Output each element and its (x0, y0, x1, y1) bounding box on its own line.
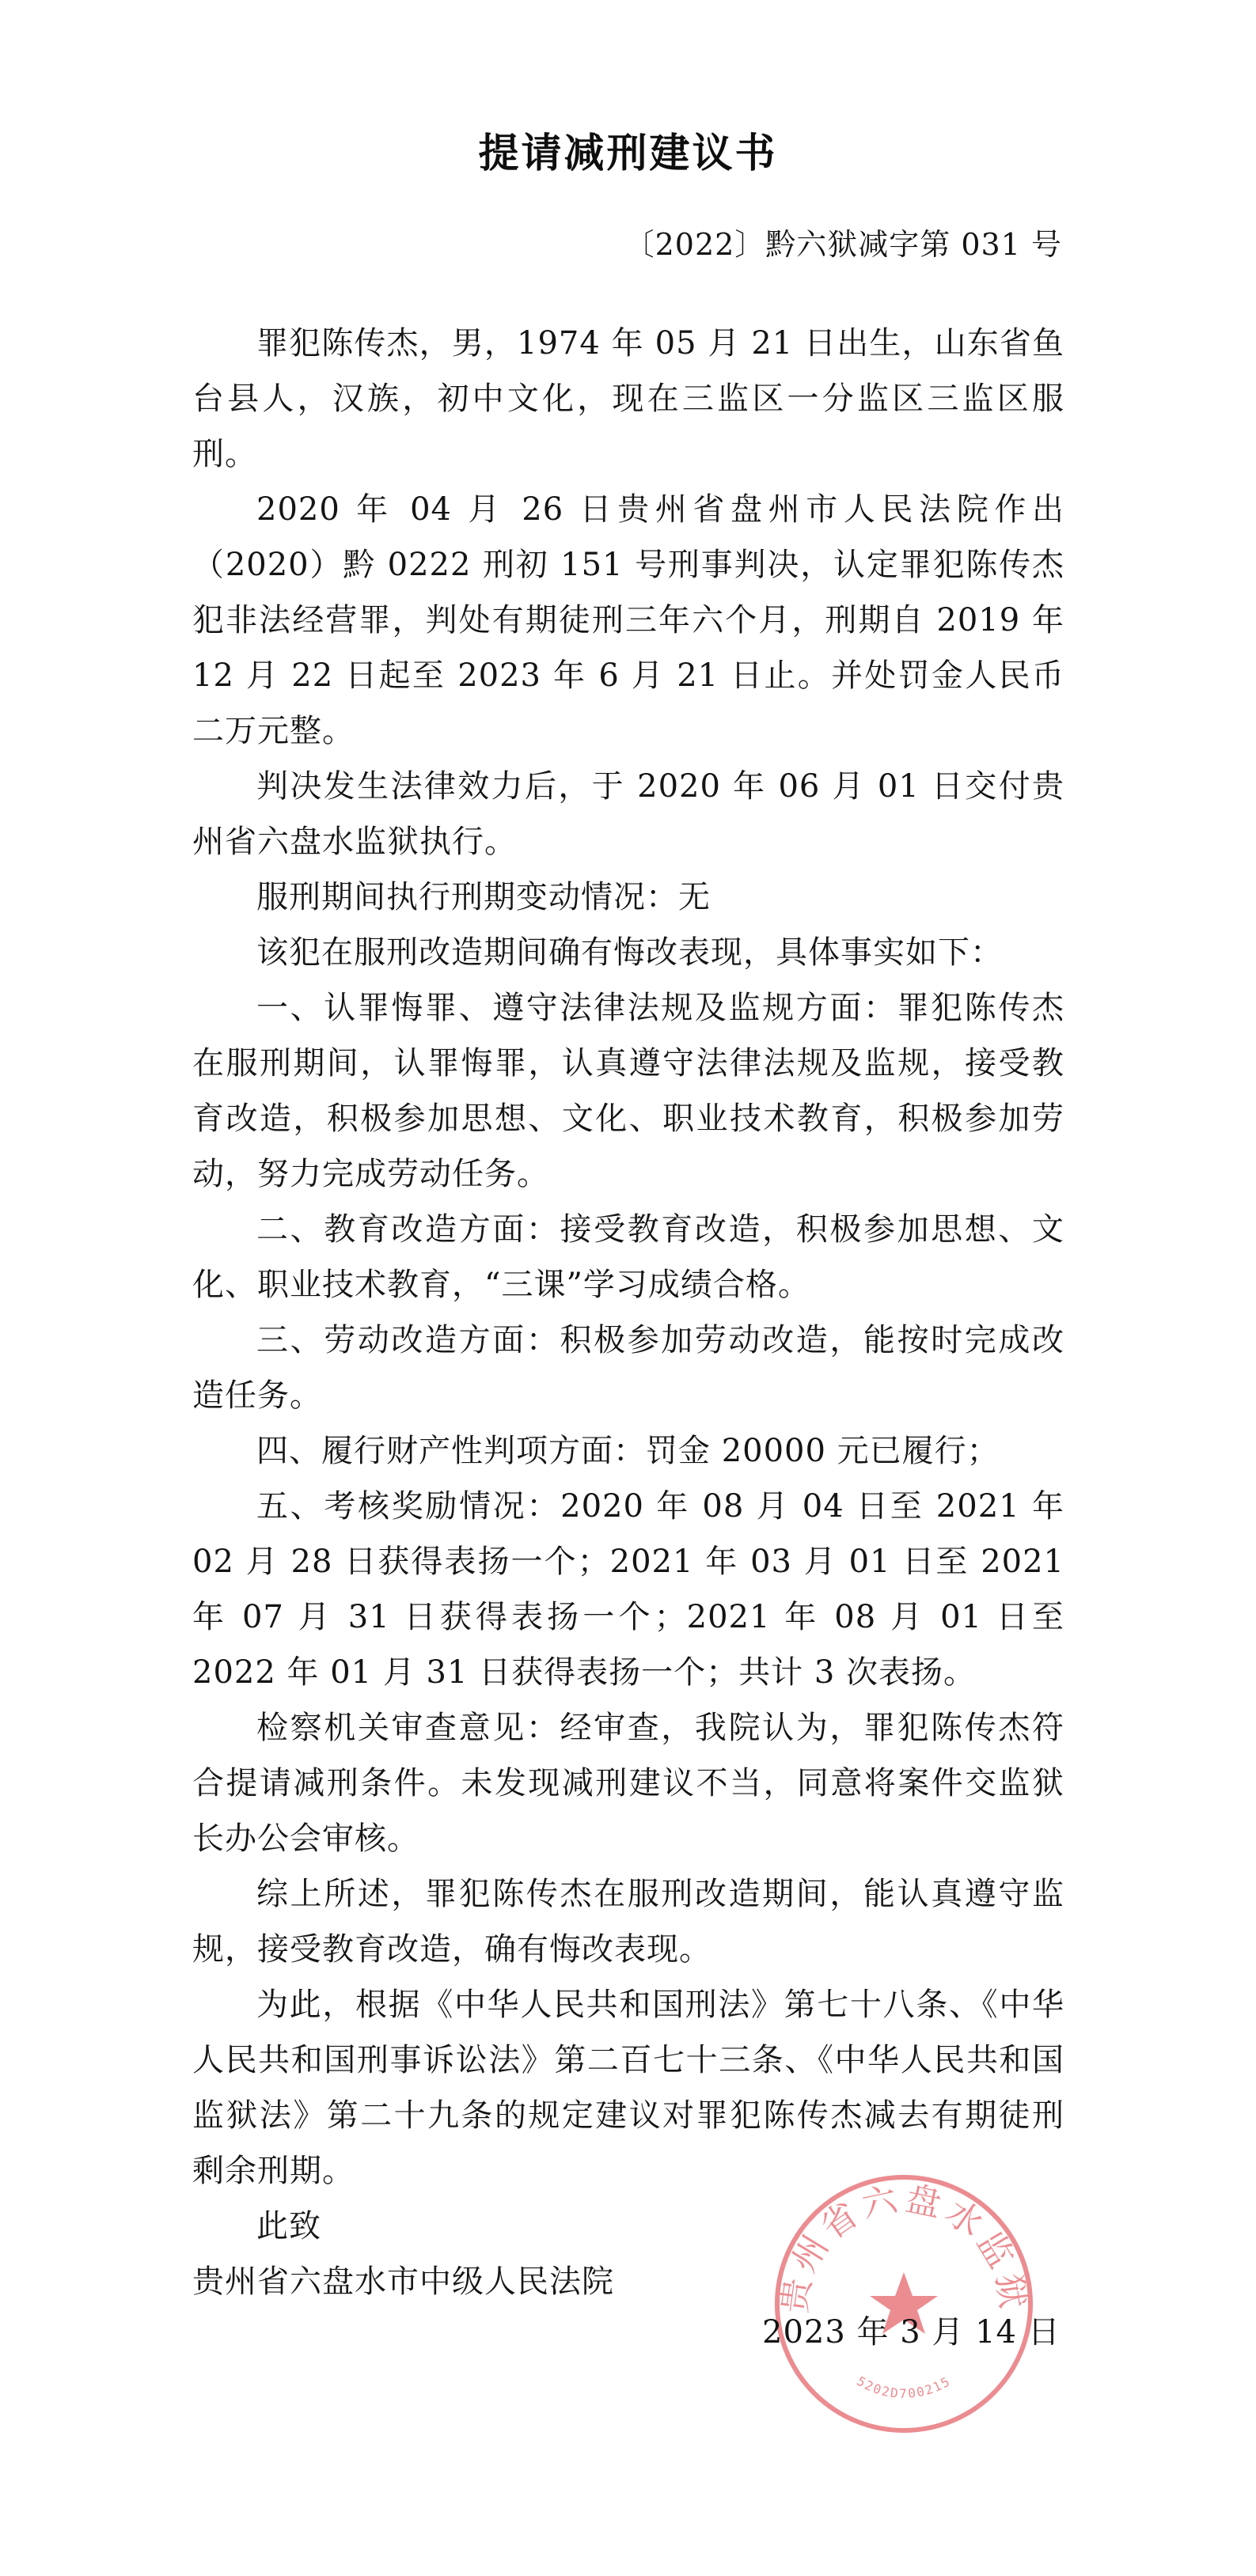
paragraph-8: 三、劳动改造方面：积极参加劳动改造，能按时完成改造任务。 (192, 1322, 1064, 1414)
paragraph-10: 五、考核奖励情况：2020 年 08 月 04 日至 2021 年 02 月 28 日获得表扬一个；2021 年 03 月 01 日至 2021 年 07 月 31 日获得表扬一个；2021 年 08 月 01 日至 2022 年 01 月 31 日获得表扬一个；共计 3 次表扬。 (192, 1488, 1064, 1691)
paragraph-5: 该犯在服刑改造期间确有悔改表现，具体事实如下： (256, 934, 1003, 971)
paragraph-9: 四、履行财产性判项方面：罚金 20000 元已履行； (256, 1433, 1000, 1469)
document-number: 〔2022〕黔六狱减字第 031 号 (624, 227, 1062, 262)
seal-serial-text: 5202D700215 (854, 2373, 954, 2401)
paragraph-4: 服刑期间执行刑期变动情况：无 (256, 879, 711, 915)
paragraph-6: 一、认罪悔罪、遵守法律法规及监规方面：罪犯陈传杰在服刑期间，认罪悔罪，认真遵守法律法规及监规，接受教育改造，积极参加思想、文化、职业技术教育，积极参加劳动，努力完成劳动任务。 (192, 990, 1064, 1192)
official-seal (769, 2169, 1038, 2438)
paragraph-2: 2020 年 04 月 26 日贵州省盘州市人民法院作出（2020）黔 0222 刑初 151 号刑事判决，认定罪犯陈传杰犯非法经营罪，判处有期徒刑三年六个月，刑期自 2019 年 12 月 22 日起至 2023 年 6 月 21 日止。并处罚金人民币二万元整。 (192, 491, 1064, 749)
paragraph-13: 为此，根据《中华人民共和国刑法》第七十八条、《中华人民共和国刑事诉讼法》第二百七十三条、《中华人民共和国监狱法》第二十九条的规定建议对罪犯陈传杰减去有期徒刑剩余刑期。 (192, 1987, 1064, 2189)
paragraph-3: 判决发生法律效力后，于 2020 年 06 月 01 日交付贵州省六盘水监狱执行。 (192, 768, 1064, 860)
document-date: 2023 年 3 月 14 日 (762, 2314, 1061, 2351)
document-body (192, 316, 1064, 2309)
seal-name-text: 贵州省六盘水监狱 (774, 2178, 1034, 2317)
document-title: 提请减刑建议书 (478, 131, 778, 177)
paragraph-1: 罪犯陈传杰，男，1974 年 05 月 21 日出生，山东省鱼台县人，汉族，初中文化，现在三监区一分监区三监区服刑。 (192, 325, 1064, 472)
paragraph-11: 检察机关审查意见：经审查，我院认为，罪犯陈传杰符合提请减刑条件。未发现减刑建议不当，同意将案件交监狱长办公会审核。 (192, 1710, 1064, 1857)
paragraph-12: 综上所述，罪犯陈传杰在服刑改造期间，能认真遵守监规，接受教育改造，确有悔改表现。 (192, 1876, 1064, 1968)
paragraph-7: 二、教育改造方面：接受教育改造，积极参加思想、文化、职业技术教育，“三课”学习成绩合格。 (192, 1211, 1064, 1303)
closing-salutation: 此致 (256, 2208, 321, 2245)
recipient: 贵州省六盘水市中级人民法院 (192, 2263, 614, 2300)
